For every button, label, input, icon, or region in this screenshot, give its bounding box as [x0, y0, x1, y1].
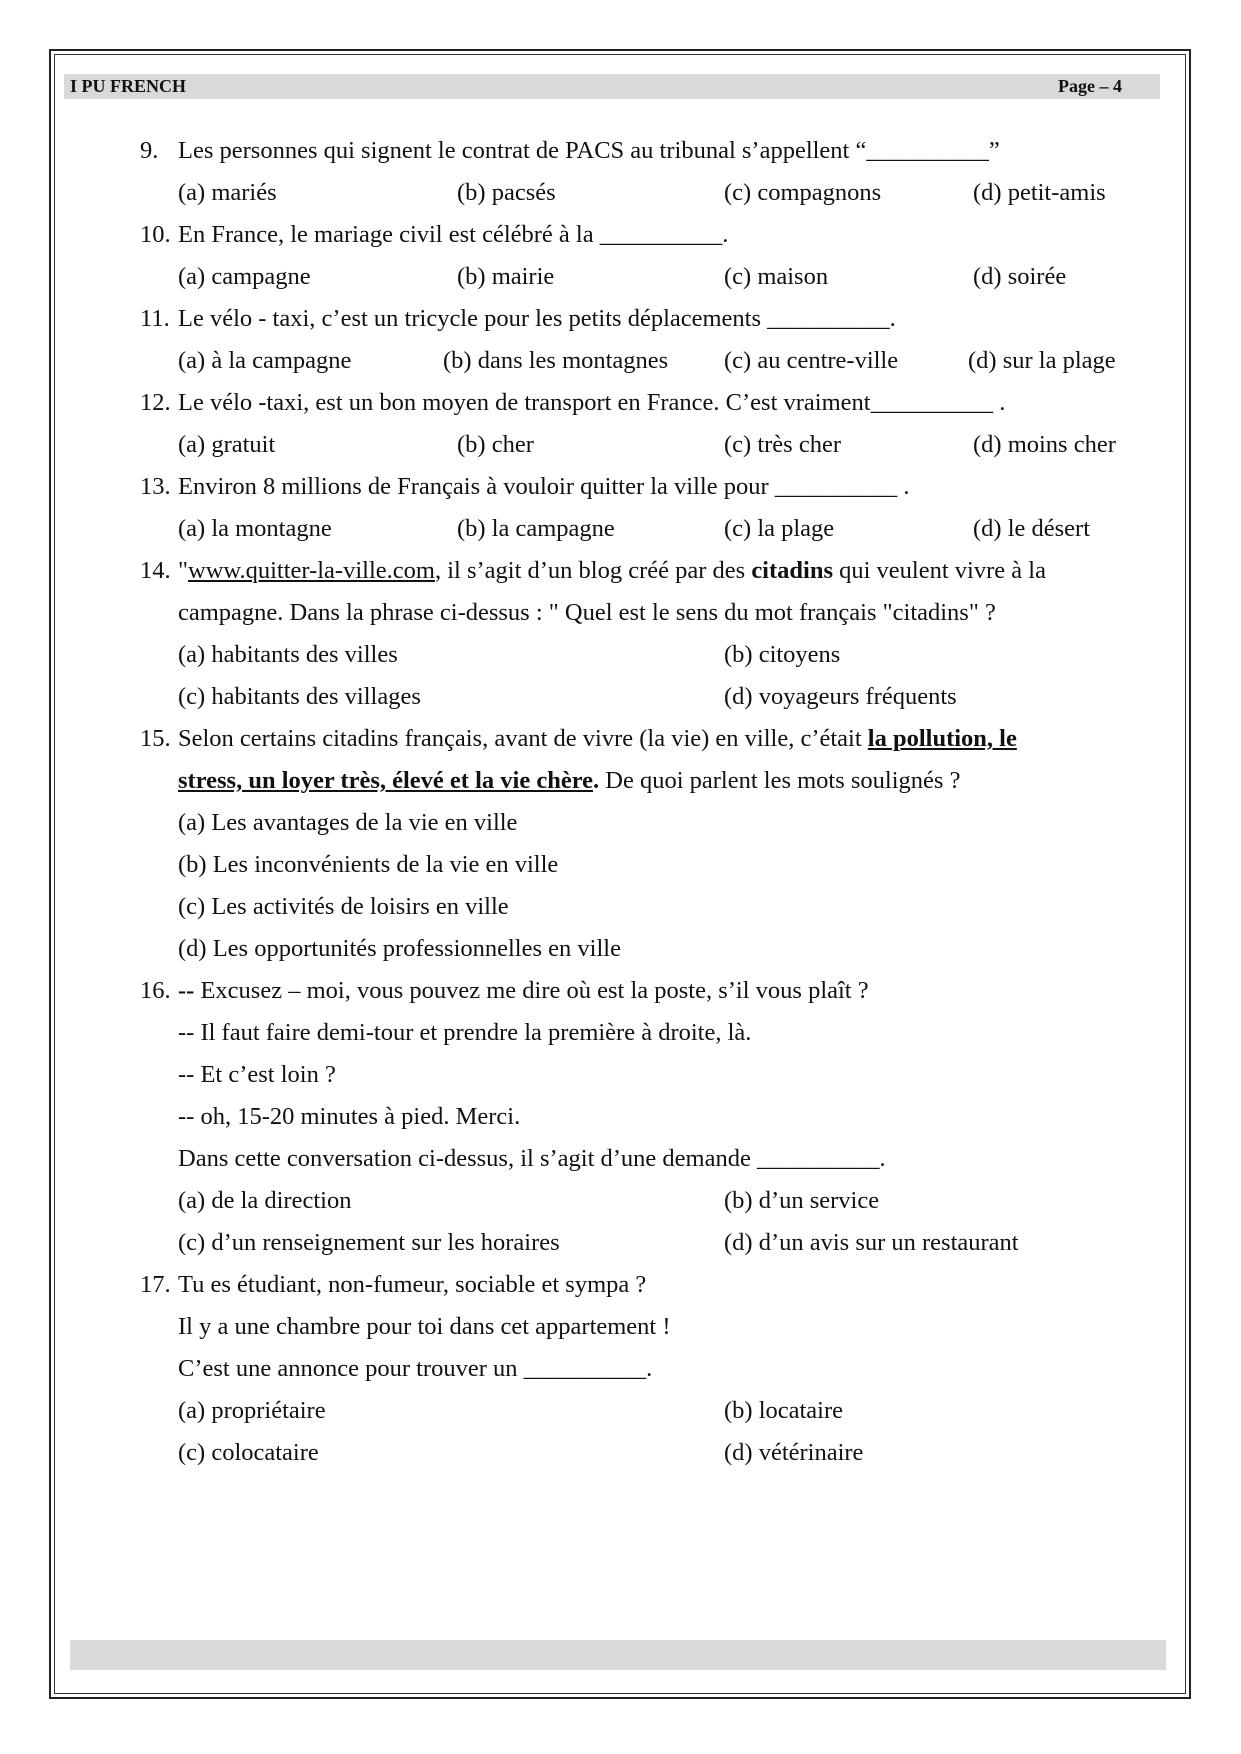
- page-header: [64, 74, 1160, 99]
- question-text: En France, le mariage civil est célébré à la __________.: [178, 221, 729, 248]
- bold-word: citadins: [751, 557, 833, 584]
- question-text: Le vélo - taxi, c’est un tricycle pour les petits déplacements __________.: [178, 305, 896, 332]
- question-text-end: De quoi parlent les mots soulignés ?: [599, 767, 961, 794]
- question-text-start: Selon certains citadins français, avant de vivre (la vie) en ville, c’était: [178, 725, 868, 752]
- option-b: (b) cher: [457, 431, 534, 458]
- option-a: (a) mariés: [178, 179, 277, 206]
- option-a: (a) habitants des villes: [178, 641, 398, 668]
- option-a: (a) la montagne: [178, 515, 332, 542]
- page-footer-bar: [70, 1640, 1166, 1670]
- option-b: (b) dans les montagnes: [443, 347, 669, 374]
- option-c: (c) la plage: [724, 515, 835, 542]
- question-text: [178, 554, 1046, 588]
- option-c: (c) maison: [724, 263, 829, 290]
- option-c: (c) Les activités de loisirs en ville: [178, 893, 509, 920]
- option-a: (a) campagne: [178, 263, 311, 290]
- dialogue-text: Excusez – moi, vous pouvez me dire où est la poste, s’il vous plaît ?: [194, 977, 869, 1004]
- question-text: [178, 722, 1017, 756]
- underlined-phrase-part-2: stress, un loyer très, élevé et la vie chère: [178, 767, 594, 794]
- option-c: (c) très cher: [724, 431, 841, 458]
- option-d: (d) vétérinaire: [724, 1439, 864, 1466]
- option-a: (a) de la direction: [178, 1187, 352, 1214]
- question-number: 11.: [140, 305, 170, 332]
- option-a: (a) propriétaire: [178, 1397, 326, 1424]
- dialogue-dash: --: [178, 977, 195, 1004]
- dialogue-text: -- Il faut faire demi-tour et prendre la première à droite, là.: [178, 1019, 752, 1046]
- blog-link[interactable]: www.quitter-la-ville.com: [188, 557, 435, 584]
- option-b: (b) pacsés: [457, 179, 556, 206]
- option-d: (d) petit-amis: [973, 179, 1106, 206]
- question-text: Dans cette conversation ci-dessus, il s’agit d’une demande __________.: [178, 1145, 886, 1172]
- ad-text: Il y a une chambre pour toi dans cet appartement !: [178, 1313, 671, 1340]
- underlined-phrase-part-1: la pollution, le: [867, 725, 1017, 752]
- question-number: 9.: [140, 137, 159, 164]
- option-a: (a) Les avantages de la vie en ville: [178, 809, 518, 836]
- option-d: (d) le désert: [973, 515, 1090, 542]
- dialogue-text: -- Et c’est loin ?: [178, 1061, 336, 1088]
- option-b: (b) mairie: [457, 263, 555, 290]
- question-text-end: qui veulent vivre à la: [833, 557, 1046, 584]
- question-number: 10.: [140, 221, 171, 248]
- option-b: (b) citoyens: [724, 641, 841, 668]
- dialogue-line-1: [178, 974, 869, 1008]
- option-d: (d) moins cher: [973, 431, 1116, 458]
- option-c: (c) habitants des villages: [178, 683, 421, 710]
- option-c: (c) colocataire: [178, 1439, 319, 1466]
- question-number: 12.: [140, 389, 171, 416]
- question-number: 16.: [140, 977, 171, 1004]
- question-number: 17.: [140, 1271, 171, 1298]
- quote-mark: ": [178, 557, 189, 584]
- option-b: (b) Les inconvénients de la vie en ville: [178, 851, 559, 878]
- question-text-mid: , il s’agit d’un blog créé par des: [434, 557, 752, 584]
- question-number: 15.: [140, 725, 171, 752]
- question-text: Environ 8 millions de Français à vouloir quitter la ville pour __________ .: [178, 473, 910, 500]
- option-d: (d) d’un avis sur un restaurant: [724, 1229, 1019, 1256]
- question-text-continued: campagne. Dans la phrase ci-dessus : " Quel est le sens du mot français "citadins" ?: [178, 599, 996, 626]
- question-number: 14.: [140, 557, 171, 584]
- question-text: Les personnes qui signent le contrat de PACS au tribunal s’appellent “__________”: [178, 137, 1000, 164]
- option-b: (b) d’un service: [724, 1187, 880, 1214]
- option-c: (c) au centre-ville: [724, 347, 899, 374]
- question-text: C’est une annonce pour trouver un __________.: [178, 1355, 653, 1382]
- option-c: (c) compagnons: [724, 179, 882, 206]
- dialogue-text: -- oh, 15-20 minutes à pied. Merci.: [178, 1103, 521, 1130]
- option-a: (a) à la campagne: [178, 347, 352, 374]
- option-b: (b) locataire: [724, 1397, 844, 1424]
- period: .: [593, 767, 600, 794]
- page-number: Page – 4: [1058, 76, 1122, 96]
- question-text: Le vélo -taxi, est un bon moyen de transport en France. C’est vraiment__________ .: [178, 389, 1006, 416]
- option-b: (b) la campagne: [457, 515, 615, 542]
- question-number: 13.: [140, 473, 171, 500]
- question-text-continued: [178, 764, 960, 798]
- option-d: (d) voyageurs fréquents: [724, 683, 957, 710]
- option-d: (d) soirée: [973, 263, 1067, 290]
- option-d: (d) Les opportunités professionnelles en ville: [178, 935, 621, 962]
- option-d: (d) sur la plage: [968, 347, 1116, 374]
- ad-line-1: Tu es étudiant, non-fumeur, sociable et sympa ?: [178, 1271, 647, 1298]
- course-title: I PU FRENCH: [70, 76, 186, 96]
- option-c: (c) d’un renseignement sur les horaires: [178, 1229, 560, 1256]
- option-a: (a) gratuit: [178, 431, 276, 458]
